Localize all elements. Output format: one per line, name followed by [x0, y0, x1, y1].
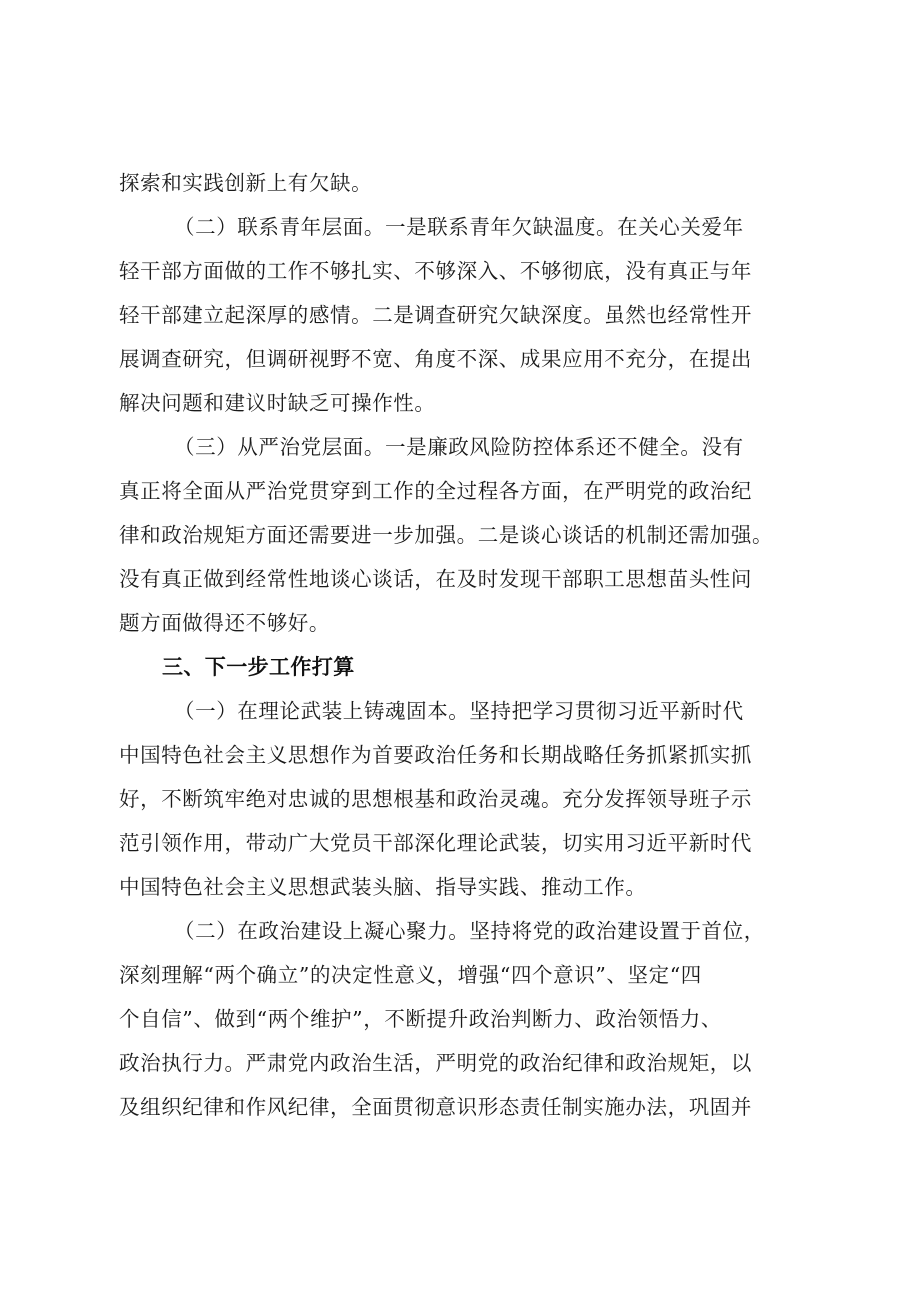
- paragraph-line: 政治执行力。严肃党内政治生活，严明党的政治纪律和政治规矩，以: [119, 1051, 752, 1075]
- paragraph-line: 律和政治规矩方面还需要进一步加强。二是谈心谈话的机制还需加强。: [119, 523, 774, 547]
- subsection-heading-line: （二）在政治建设上凝心聚力。坚持将党的政治建设置于首位，: [174, 919, 765, 943]
- paragraph-line: 个自信”、做到“两个维护”，不断提升政治判断力、政治领悟力、: [119, 1007, 722, 1031]
- section-heading: 三、下一步工作打算: [162, 655, 355, 679]
- subsection-heading-line: （三）从严治党层面。一是廉政风险防控体系还不健全。没有: [174, 435, 744, 459]
- paragraph-line: 真正将全面从严治党贯穿到工作的全过程各方面，在严明党的政治纪: [119, 479, 752, 503]
- paragraph-line: 探索和实践创新上有欠缺。: [119, 171, 373, 195]
- paragraph-line: 轻干部方面做的工作不够扎实、不够深入、不够彻底，没有真正与年: [119, 259, 752, 283]
- paragraph-line: 解决问题和建议时缺乏可操作性。: [119, 391, 436, 415]
- subsection-heading-line: （一）在理论武装上铸魂固本。坚持把学习贯彻习近平新时代: [174, 699, 744, 723]
- paragraph-line: 深刻理解“两个确立”的决定性意义，增强“四个意识”、坚定“四: [119, 963, 702, 987]
- paragraph-line: 范引领作用，带动广大党员干部深化理论武装，切实用习近平新时代: [119, 831, 752, 855]
- paragraph-line: 好，不断筑牢绝对忠诚的思想根基和政治灵魂。充分发挥领导班子示: [119, 787, 752, 811]
- paragraph-line: 及组织纪律和作风纪律，全面贯彻意识形态责任制实施办法，巩固并: [119, 1095, 752, 1119]
- subsection-heading-line: （二）联系青年层面。一是联系青年欠缺温度。在关心关爱年: [174, 215, 744, 239]
- paragraph-line: 中国特色社会主义思想武装头脑、指导实践、推动工作。: [119, 875, 647, 899]
- paragraph-line: 轻干部建立起深厚的感情。二是调查研究欠缺深度。虽然也经常性开: [119, 303, 752, 327]
- paragraph-line: 没有真正做到经常性地谈心谈话，在及时发现干部职工思想苗头性问: [119, 567, 752, 591]
- paragraph-line: 题方面做得还不够好。: [119, 611, 330, 635]
- paragraph-line: 中国特色社会主义思想作为首要政治任务和长期战略任务抓紧抓实抓: [119, 743, 752, 767]
- paragraph-line: 展调查研究，但调研视野不宽、角度不深、成果应用不充分，在提出: [119, 347, 752, 371]
